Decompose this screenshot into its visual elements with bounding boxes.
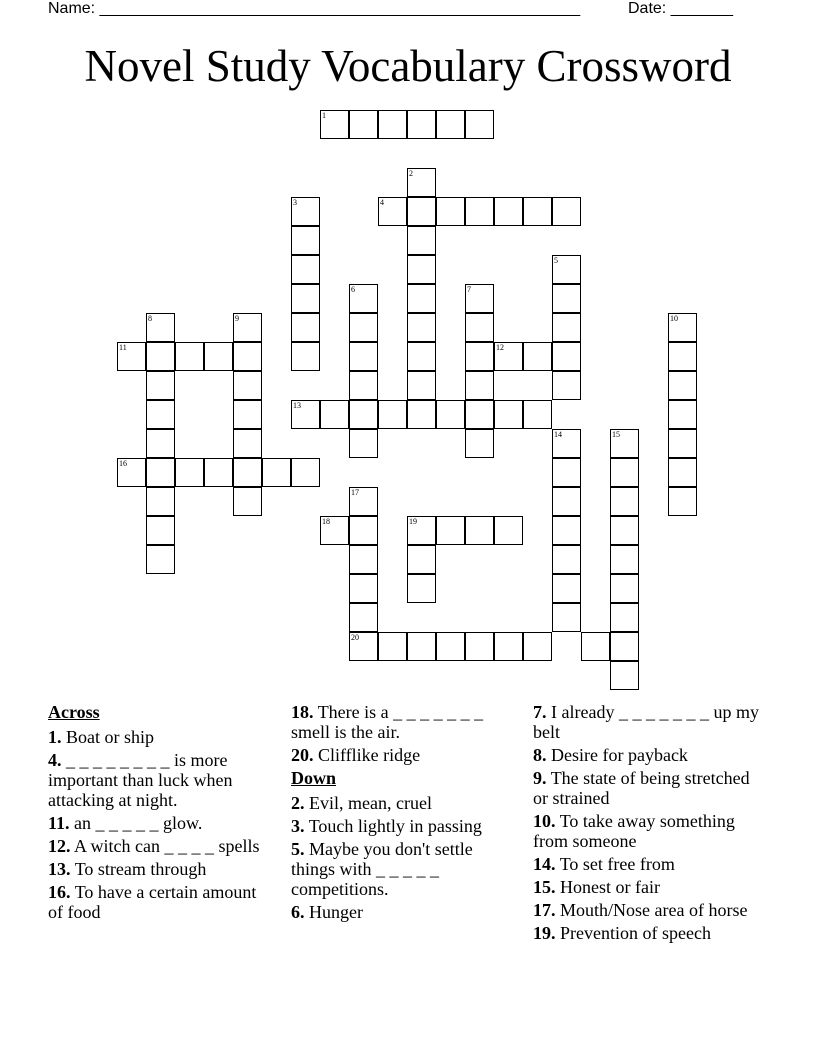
crossword-cell[interactable] bbox=[291, 313, 320, 342]
crossword-cell[interactable] bbox=[233, 400, 262, 429]
crossword-cell[interactable] bbox=[291, 342, 320, 371]
crossword-cell[interactable] bbox=[320, 110, 349, 139]
clue-down-10: 10. To take away something from someone bbox=[533, 811, 735, 851]
clue-number-label: 11 bbox=[119, 343, 127, 352]
crossword-cell[interactable] bbox=[407, 284, 436, 313]
crossword-cell[interactable] bbox=[436, 110, 465, 139]
crossword-cell[interactable] bbox=[436, 197, 465, 226]
crossword-cell[interactable] bbox=[349, 371, 378, 400]
crossword-cell[interactable] bbox=[494, 400, 523, 429]
crossword-cell[interactable] bbox=[349, 603, 378, 632]
crossword-cell[interactable] bbox=[610, 458, 639, 487]
crossword-cell[interactable] bbox=[552, 342, 581, 371]
down-heading: Down bbox=[291, 768, 337, 788]
clue-down-7: 7. I already _ _ _ _ _ _ _ up my belt bbox=[533, 702, 759, 742]
clue-across-4: 4. _ _ _ _ _ _ _ _ is more important than luck when attacking at night. bbox=[48, 750, 233, 810]
crossword-cell[interactable] bbox=[146, 458, 175, 487]
crossword-cell[interactable] bbox=[436, 516, 465, 545]
clue-across-18: 18. There is a _ _ _ _ _ _ _ smell is the air. bbox=[291, 702, 484, 742]
clue-across-16: 16. To have a certain amount of food bbox=[48, 882, 257, 922]
crossword-cell[interactable] bbox=[523, 342, 552, 371]
clue-number-label: 7 bbox=[467, 285, 471, 294]
clue-number-label: 15 bbox=[612, 430, 620, 439]
crossword-cell[interactable] bbox=[552, 255, 581, 284]
crossword-cell[interactable] bbox=[465, 371, 494, 400]
crossword-cell[interactable] bbox=[146, 400, 175, 429]
crossword-cell[interactable] bbox=[465, 110, 494, 139]
crossword-cell[interactable] bbox=[349, 487, 378, 516]
clue-number-label: 6 bbox=[351, 285, 355, 294]
crossword-cell[interactable] bbox=[668, 313, 697, 342]
crossword-cell[interactable] bbox=[378, 110, 407, 139]
crossword-cell[interactable] bbox=[146, 371, 175, 400]
crossword-cell[interactable] bbox=[552, 197, 581, 226]
across-heading: Across bbox=[48, 702, 100, 722]
clue-number-label: 2 bbox=[409, 169, 413, 178]
crossword-cell[interactable] bbox=[233, 429, 262, 458]
clue-number-label: 5 bbox=[554, 256, 558, 265]
clue-across-12: 12. A witch can _ _ _ _ spells bbox=[48, 836, 260, 856]
crossword-cell[interactable] bbox=[610, 603, 639, 632]
crossword-cell[interactable] bbox=[349, 400, 378, 429]
crossword-cell[interactable] bbox=[407, 342, 436, 371]
clue-across-13: 13. To stream through bbox=[48, 859, 207, 879]
crossword-cell[interactable] bbox=[407, 110, 436, 139]
crossword-cell[interactable] bbox=[610, 429, 639, 458]
crossword-cell[interactable] bbox=[349, 110, 378, 139]
clue-number-label: 14 bbox=[554, 430, 562, 439]
clue-down-14: 14. To set free from bbox=[533, 854, 675, 874]
crossword-cell[interactable] bbox=[581, 632, 610, 661]
clue-down-3: 3. Touch lightly in passing bbox=[291, 816, 482, 836]
crossword-cell[interactable] bbox=[465, 516, 494, 545]
crossword-cell[interactable] bbox=[349, 342, 378, 371]
clue-number-label: 18 bbox=[322, 517, 330, 526]
crossword-cell[interactable] bbox=[349, 516, 378, 545]
crossword-cell[interactable] bbox=[465, 342, 494, 371]
crossword-cell[interactable] bbox=[407, 313, 436, 342]
crossword-cell[interactable] bbox=[320, 400, 349, 429]
crossword-cell[interactable] bbox=[233, 458, 262, 487]
crossword-cell[interactable] bbox=[465, 284, 494, 313]
crossword-cell[interactable] bbox=[552, 545, 581, 574]
crossword-cell[interactable] bbox=[668, 342, 697, 371]
crossword-cell[interactable] bbox=[668, 429, 697, 458]
crossword-cell[interactable] bbox=[146, 545, 175, 574]
crossword-cell[interactable] bbox=[349, 574, 378, 603]
crossword-cell[interactable] bbox=[668, 458, 697, 487]
crossword-cell[interactable] bbox=[610, 574, 639, 603]
crossword-cell[interactable] bbox=[291, 458, 320, 487]
crossword-cell[interactable] bbox=[407, 545, 436, 574]
crossword-cell[interactable] bbox=[668, 371, 697, 400]
crossword-cell[interactable] bbox=[436, 632, 465, 661]
crossword-cell[interactable] bbox=[233, 342, 262, 371]
clue-column-1 bbox=[48, 702, 273, 925]
clue-number-label: 13 bbox=[293, 401, 301, 410]
clue-down-5: 5. Maybe you don't settle things with _ _ _ _ _ competitions. bbox=[291, 839, 473, 899]
crossword-cell[interactable] bbox=[523, 400, 552, 429]
crossword-cell[interactable] bbox=[349, 429, 378, 458]
crossword-cell[interactable] bbox=[610, 632, 639, 661]
crossword-cell[interactable] bbox=[233, 371, 262, 400]
crossword-cell[interactable] bbox=[233, 313, 262, 342]
crossword-cell[interactable] bbox=[378, 400, 407, 429]
crossword-cell[interactable] bbox=[552, 313, 581, 342]
clue-number-label: 8 bbox=[148, 314, 152, 323]
crossword-cell[interactable] bbox=[291, 197, 320, 226]
crossword-cell[interactable] bbox=[523, 632, 552, 661]
crossword-cell[interactable] bbox=[146, 313, 175, 342]
crossword-cell[interactable] bbox=[349, 313, 378, 342]
crossword-cell[interactable] bbox=[552, 284, 581, 313]
clue-number-label: 20 bbox=[351, 633, 359, 642]
crossword-cell[interactable] bbox=[610, 516, 639, 545]
crossword-cell[interactable] bbox=[407, 226, 436, 255]
date-line: Date: _______ bbox=[628, 0, 733, 17]
crossword-cell[interactable] bbox=[291, 255, 320, 284]
crossword-cell[interactable] bbox=[407, 516, 436, 545]
crossword-cell[interactable] bbox=[349, 632, 378, 661]
crossword-cell[interactable] bbox=[262, 458, 291, 487]
crossword-cell[interactable] bbox=[378, 197, 407, 226]
crossword-cell[interactable] bbox=[117, 458, 146, 487]
crossword-cell[interactable] bbox=[668, 400, 697, 429]
crossword-cell[interactable] bbox=[175, 342, 204, 371]
crossword-cell[interactable] bbox=[552, 429, 581, 458]
clue-down-9: 9. The state of being stretched or strained bbox=[533, 768, 750, 808]
crossword-cell[interactable] bbox=[610, 545, 639, 574]
crossword-cell[interactable] bbox=[610, 661, 639, 690]
crossword-cell[interactable] bbox=[407, 574, 436, 603]
clue-number-label: 12 bbox=[496, 343, 504, 352]
crossword-cell[interactable] bbox=[407, 400, 436, 429]
clue-across-1: 1. Boat or ship bbox=[48, 727, 154, 747]
crossword-cell[interactable] bbox=[494, 342, 523, 371]
crossword-cell[interactable] bbox=[146, 342, 175, 371]
crossword-cell[interactable] bbox=[349, 545, 378, 574]
clue-number-label: 17 bbox=[351, 488, 359, 497]
crossword-cell[interactable] bbox=[552, 574, 581, 603]
crossword-cell[interactable] bbox=[407, 168, 436, 197]
crossword-cell[interactable] bbox=[494, 632, 523, 661]
clue-down-19: 19. Prevention of speech bbox=[533, 923, 711, 943]
crossword-cell[interactable] bbox=[378, 632, 407, 661]
crossword-cell[interactable] bbox=[610, 487, 639, 516]
crossword-cell[interactable] bbox=[407, 197, 436, 226]
clue-number-label: 4 bbox=[380, 198, 384, 207]
clue-down-17: 17. Mouth/Nose area of horse bbox=[533, 900, 748, 920]
clue-number-label: 19 bbox=[409, 517, 417, 526]
crossword-cell[interactable] bbox=[291, 226, 320, 255]
crossword-cell[interactable] bbox=[465, 313, 494, 342]
crossword-cell[interactable] bbox=[349, 284, 378, 313]
crossword-cell[interactable] bbox=[552, 371, 581, 400]
crossword-cell[interactable] bbox=[436, 400, 465, 429]
crossword-cell[interactable] bbox=[233, 487, 262, 516]
crossword-cell[interactable] bbox=[117, 342, 146, 371]
worksheet-header bbox=[48, 0, 768, 20]
crossword-cell[interactable] bbox=[146, 516, 175, 545]
crossword-cell[interactable] bbox=[407, 632, 436, 661]
crossword-cell[interactable] bbox=[494, 197, 523, 226]
crossword-cell[interactable] bbox=[146, 429, 175, 458]
crossword-cell[interactable] bbox=[465, 632, 494, 661]
clue-down-15: 15. Honest or fair bbox=[533, 877, 660, 897]
crossword-cell[interactable] bbox=[291, 284, 320, 313]
clue-column-2 bbox=[291, 702, 519, 925]
clue-number-label: 3 bbox=[293, 198, 297, 207]
crossword-cell[interactable] bbox=[494, 516, 523, 545]
crossword-cell[interactable] bbox=[465, 400, 494, 429]
clue-down-6: 6. Hunger bbox=[291, 902, 363, 922]
clue-number-label: 1 bbox=[322, 111, 326, 120]
clue-across-20: 20. Clifflike ridge bbox=[291, 745, 421, 765]
crossword-cell[interactable] bbox=[523, 197, 552, 226]
crossword-cell[interactable] bbox=[552, 487, 581, 516]
crossword-cell[interactable] bbox=[204, 458, 233, 487]
page-title: Novel Study Vocabulary Crossword bbox=[84, 41, 732, 91]
crossword-cell[interactable] bbox=[552, 516, 581, 545]
crossword-cell[interactable] bbox=[407, 255, 436, 284]
clue-down-2: 2. Evil, mean, cruel bbox=[291, 793, 432, 813]
clue-number-label: 9 bbox=[235, 314, 239, 323]
clue-across-11: 11. an _ _ _ _ _ glow. bbox=[48, 813, 203, 833]
clue-number-label: 16 bbox=[119, 459, 127, 468]
crossword-cell[interactable] bbox=[668, 487, 697, 516]
clue-column-3 bbox=[533, 702, 763, 946]
crossword-cell[interactable] bbox=[407, 371, 436, 400]
crossword-cell[interactable] bbox=[175, 458, 204, 487]
crossword-cell[interactable] bbox=[320, 516, 349, 545]
crossword-cell[interactable] bbox=[552, 603, 581, 632]
crossword-cell[interactable] bbox=[465, 429, 494, 458]
name-line: Name: ______________________________________________________ bbox=[48, 0, 581, 17]
crossword-cell[interactable] bbox=[465, 197, 494, 226]
crossword-cell[interactable] bbox=[204, 342, 233, 371]
crossword-cell[interactable] bbox=[552, 458, 581, 487]
crossword-cell[interactable] bbox=[291, 400, 320, 429]
clue-down-8: 8. Desire for payback bbox=[533, 745, 688, 765]
clue-number-label: 10 bbox=[670, 314, 678, 323]
crossword-cell[interactable] bbox=[146, 487, 175, 516]
